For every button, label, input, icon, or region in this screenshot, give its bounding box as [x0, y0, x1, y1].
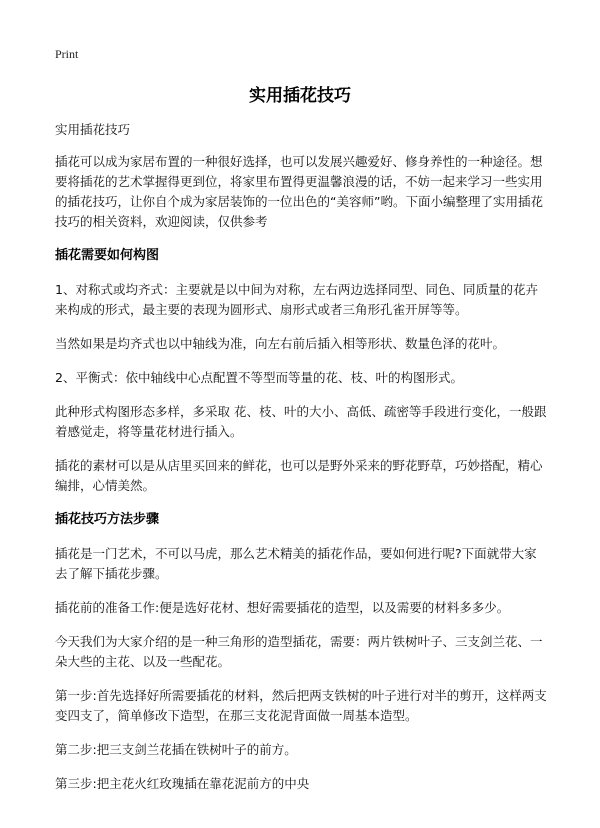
- page-title: 实用插花技巧: [249, 86, 351, 106]
- section-heading-steps: 插花技巧方法步骤: [55, 512, 160, 527]
- section-heading-composition: 插花需要如何构图: [55, 248, 160, 263]
- paragraph: 今天我们为大家介绍的是一种三角形的造型插花，需要：两片铁树叶子、三支剑兰花、一朵大些的主花、以及一些配花。: [55, 634, 543, 669]
- paragraph: 第一步:首先选择好所需要插花的材料，然后把两支铁树的叶子进行对半的剪开，这样两支变四支了，简单修改下造型，在那三支花泥背面做一周基本造型。: [55, 688, 547, 723]
- paragraph: 当然如果是均齐式也以中轴线为准，向左右前后插入相等形状、数量色泽的花叶。: [55, 336, 506, 351]
- print-link[interactable]: Print: [55, 47, 79, 61]
- article-body: [55, 120, 547, 808]
- paragraph: 第三步:把主花火红玫瑰插在靠花泥前方的中央: [55, 776, 310, 791]
- intro-paragraph: 插花可以成为家居布置的一种很好选择，也可以发展兴趣爱好、修身养性的一种途径。想要将插花的艺术掌握得更到位，将家里布置得更温馨浪漫的话，不妨一起来学习一些实用的插花技巧，让你自个成为家居装饰的一位出色的“美容师”哟。下面小编整理了实用插花技巧的相关资料，欢迎阅读，仅供参考: [55, 154, 543, 229]
- paragraph: 插花是一门艺术，不可以马虎，那么艺术精美的插花作品，要如何进行呢?下面就带大家去了解下插花步骤。: [55, 546, 537, 581]
- paragraph: 1、对称式或均齐式：主要就是以中间为对称，左右两边选择同型、同色、同质量的花卉来构成的形式，最主要的表现为圆形式、扇形式或者三角形孔雀开屏等等。: [55, 282, 538, 317]
- article-subtitle: 实用插花技巧: [55, 122, 131, 137]
- paragraph: 第二步:把三支剑兰花插在铁树叶子的前方。: [55, 742, 297, 757]
- paragraph: 插花的素材可以是从店里买回来的鲜花，也可以是野外采来的野花野草，巧妙搭配，精心编排，心情美然。: [55, 458, 543, 493]
- paragraph: 2、平衡式：依中轴线中心点配置不等型而等量的花、枝、叶的构图形式。: [55, 370, 463, 385]
- paragraph: 插花前的准备工作:便是选好花材、想好需要插花的造型，以及需要的材料多多少。: [55, 600, 510, 615]
- paragraph: 此种形式构图形态多样，多采取 花、枝、叶的大小、高低、疏密等手段进行变化，一般跟着感觉走，将等量花材进行插入。: [55, 404, 547, 439]
